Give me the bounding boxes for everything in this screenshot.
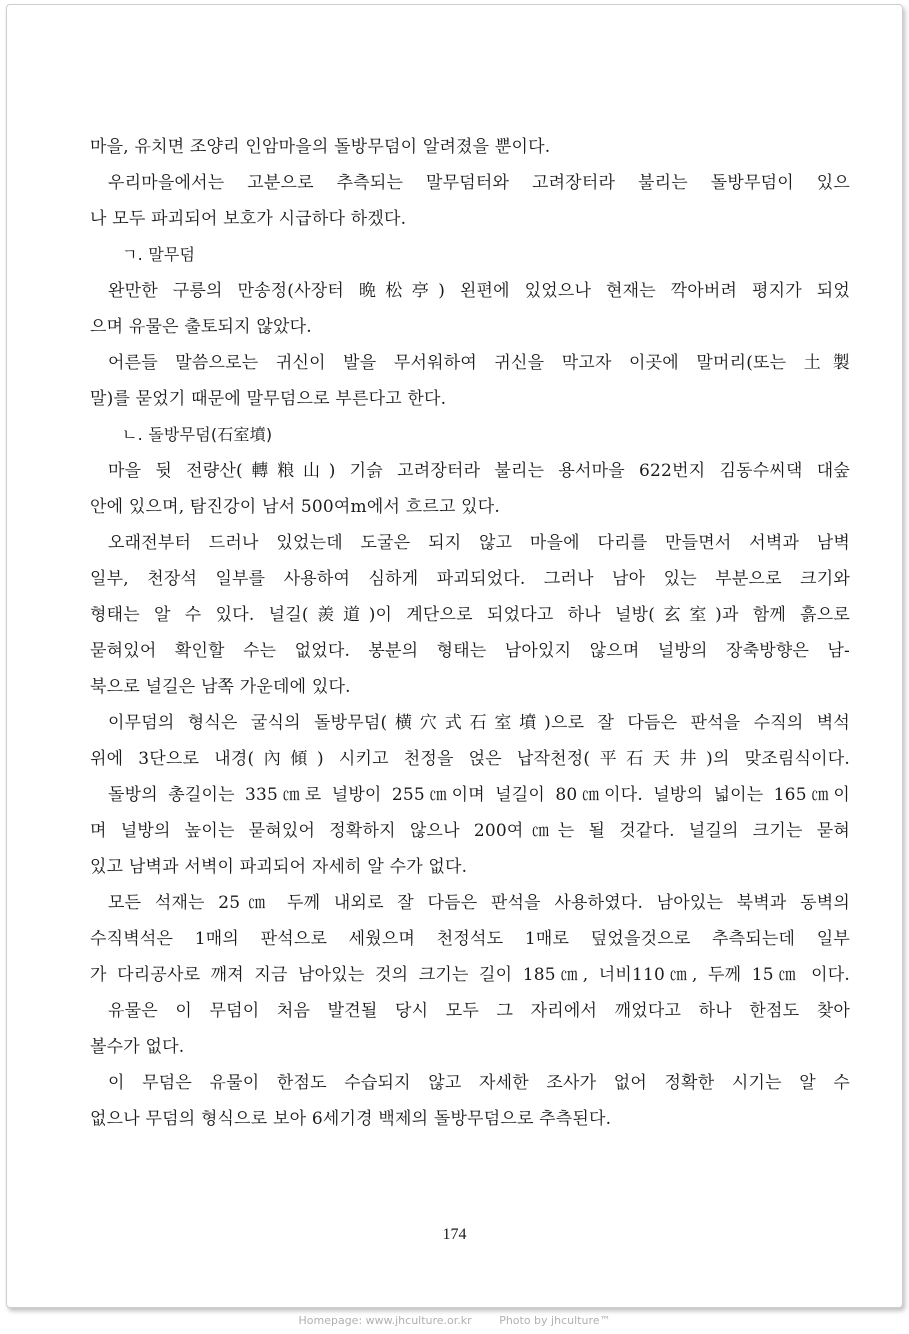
- text-line: 있고 남벽과 서벽이 파괴되어 자세히 알 수가 없다.: [90, 857, 468, 877]
- paragraph-start: 완만한 구릉의 만송정(사장터 晩松亭) 왼편에 있었으나 현재는 깍아버려 평지가 되었: [108, 281, 850, 301]
- paragraph-start: 유물은 이 무덤이 처음 발견될 당시 모두 그 자리에서 깨었다고 하나 한점도 찾아: [108, 1001, 850, 1021]
- paragraph-start: 어른들 말씀으로는 귀신이 발을 무서워하여 귀신을 막고자 이곳에 말머리(또는 土製: [108, 353, 850, 373]
- text-line: 형태는 알 수 있다. 널길(羨道)이 계단으로 되었다고 하나 널방(玄室)과 함께 흙으로: [90, 605, 850, 625]
- paragraph-start: 마을 뒷 전량산(轉粮山) 기슭 고려장터라 불리는 용서마을 622번지 김동수씨댁 대숲: [108, 461, 850, 481]
- text-line: 없으나 무덤의 형식으로 보아 6세기경 백제의 돌방무덤으로 추측된다.: [90, 1109, 612, 1129]
- paragraph-start: 이 무덤은 유물이 한점도 수습되지 않고 자세한 조사가 없어 정확한 시기는 알 수: [108, 1073, 850, 1093]
- text-line: 묻혀있어 확인할 수는 없었다. 봉분의 형태는 남아있지 않으며 널방의 장축방향은 남-: [90, 641, 850, 661]
- text-line: 며 널방의 높이는 묻혀있어 정확하지 않으나 200여㎝는 될 것같다. 널길의 크기는 묻혀: [90, 821, 850, 841]
- text-line: 볼수가 없다.: [90, 1037, 185, 1057]
- section-heading-dolbang: ㄴ. 돌방무덤(石室墳): [122, 425, 273, 444]
- footer-credits: [0, 1314, 909, 1327]
- paragraph-start: 이무덤의 형식은 굴식의 돌방무덤(横穴式石室墳)으로 잘 다듬은 판석을 수직의 벽석: [108, 713, 850, 733]
- text-line: 북으로 널길은 남쪽 가운데에 있다.: [90, 677, 351, 697]
- text-line: 으며 유물은 출토되지 않았다.: [90, 317, 312, 337]
- text-line: 수직벽석은 1매의 판석으로 세웠으며 천정석도 1매로 덮었을것으로 추측되는데 일부: [90, 929, 850, 949]
- paragraph-start: 모든 석재는 25㎝ 두께 내외로 잘 다듬은 판석을 사용하였다. 남아있는 북벽과 동벽의: [108, 893, 850, 913]
- text-line: 안에 있으며, 탐진강이 남서 500여m에서 흐르고 있다.: [90, 497, 501, 517]
- text-line: 가 다리공사로 깨져 지금 남아있는 것의 크기는 길이 185㎝, 너비110㎝, 두께 15㎝ 이다.: [90, 965, 850, 985]
- text-line: 말)를 묻었기 때문에 말무덤으로 부른다고 한다.: [90, 389, 447, 409]
- photo-credit: Photo by jhculture™: [499, 1314, 611, 1327]
- paragraph-start: 오래전부터 드러나 있었는데 도굴은 되지 않고 마을에 다리를 만들면서 서벽과 남벽: [108, 533, 850, 553]
- paragraph-start: 우리마을에서는 고분으로 추측되는 말무덤터와 고려장터라 불리는 돌방무덤이 있으: [108, 173, 850, 193]
- paragraph-start: 돌방의 총길이는 335㎝로 널방이 255㎝이며 널길이 80㎝이다. 널방의 넓이는 165㎝이: [108, 785, 850, 805]
- text-line: 나 모두 파괴되어 보호가 시급하다 하겠다.: [90, 209, 407, 229]
- homepage-link[interactable]: Homepage: www.jhculture.or.kr: [298, 1314, 472, 1327]
- page-number: 174: [442, 1226, 467, 1243]
- text-line: 마을, 유치면 조양리 인암마을의 돌방무덤이 알려졌을 뿐이다.: [90, 137, 551, 157]
- body-text: [90, 134, 850, 1142]
- text-line: 일부, 천장석 일부를 사용하여 심하게 파괴되었다. 그러나 남아 있는 부분으로 크기와: [90, 569, 850, 589]
- section-heading-malmudeom: ㄱ. 말무덤: [122, 245, 196, 264]
- text-line: 위에 3단으로 내경(內傾) 시키고 천정을 얹은 납작천정(平石天井)의 맞조림식이다.: [90, 749, 850, 769]
